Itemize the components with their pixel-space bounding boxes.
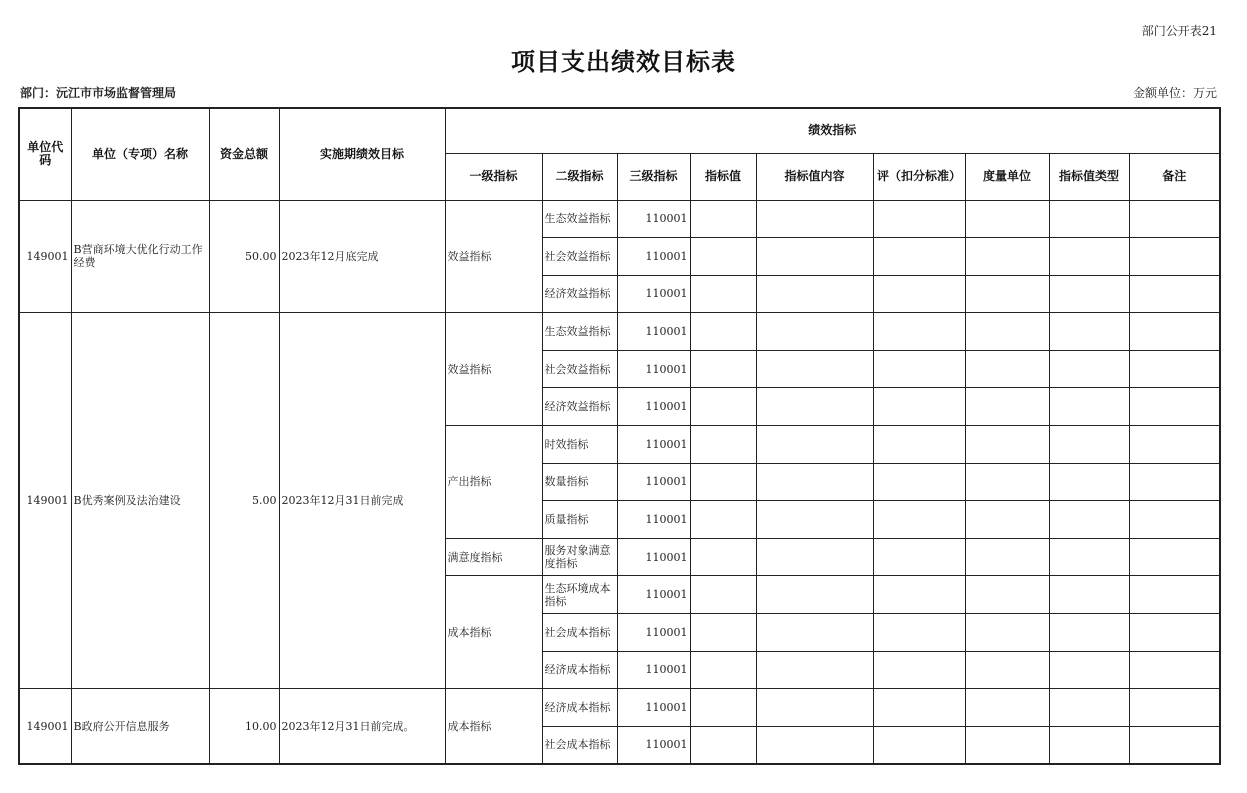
- remark-cell: [1129, 313, 1220, 351]
- header-total-funds: 资金总额: [209, 108, 279, 200]
- level2-cell: 质量指标: [542, 501, 617, 539]
- content-cell: [756, 614, 873, 652]
- level2-cell: 生态效益指标: [542, 200, 617, 238]
- level2-cell: 时效指标: [542, 426, 617, 464]
- unit-name-cell: B政府公开信息服务: [71, 689, 209, 764]
- value-type-cell: [1049, 689, 1129, 727]
- measure-unit-cell: [965, 614, 1049, 652]
- level3-cell: 110001: [617, 426, 690, 464]
- value-type-cell: [1049, 651, 1129, 689]
- level2-cell: 生态效益指标: [542, 313, 617, 351]
- level2-cell: 社会效益指标: [542, 350, 617, 388]
- remark-cell: [1129, 651, 1220, 689]
- content-cell: [756, 689, 873, 727]
- measure-unit-cell: [965, 200, 1049, 238]
- content-cell: [756, 726, 873, 764]
- header-scoring: 评（扣分标准）: [873, 153, 965, 200]
- measure-unit-cell: [965, 726, 1049, 764]
- value-type-cell: [1049, 388, 1129, 426]
- department-label: 部门：沅江市市场监督管理局: [20, 86, 177, 100]
- content-cell: [756, 350, 873, 388]
- header-level1: 一级指标: [445, 153, 542, 200]
- unit-code-cell: 149001: [19, 689, 71, 764]
- header-goal: 实施期绩效目标: [279, 108, 445, 200]
- level1-cell: 成本指标: [445, 576, 542, 689]
- content-cell: [756, 463, 873, 501]
- level3-cell: 110001: [617, 238, 690, 276]
- remark-cell: [1129, 538, 1220, 576]
- header-level2: 二级指标: [542, 153, 617, 200]
- level3-cell: 110001: [617, 576, 690, 614]
- measure-unit-cell: [965, 238, 1049, 276]
- table-row: [19, 200, 1220, 238]
- header-unit-name: 单位（专项）名称: [71, 108, 209, 200]
- scoring-cell: [873, 614, 965, 652]
- level3-cell: 110001: [617, 689, 690, 727]
- amount-cell: 5.00: [209, 313, 279, 689]
- value-cell: [690, 651, 756, 689]
- scoring-cell: [873, 350, 965, 388]
- goal-cell: 2023年12月31日前完成: [279, 313, 445, 689]
- scoring-cell: [873, 200, 965, 238]
- value-cell: [690, 275, 756, 313]
- value-cell: [690, 463, 756, 501]
- value-type-cell: [1049, 350, 1129, 388]
- header-content: 指标值内容: [756, 153, 873, 200]
- page-title: 项目支出绩效目标表: [511, 48, 736, 76]
- level2-cell: 经济效益指标: [542, 388, 617, 426]
- content-cell: [756, 238, 873, 276]
- measure-unit-cell: [965, 350, 1049, 388]
- value-type-cell: [1049, 614, 1129, 652]
- content-cell: [756, 576, 873, 614]
- value-cell: [690, 614, 756, 652]
- value-cell: [690, 538, 756, 576]
- level1-cell: 产出指标: [445, 426, 542, 539]
- scoring-cell: [873, 426, 965, 464]
- level3-cell: 110001: [617, 275, 690, 313]
- content-cell: [756, 651, 873, 689]
- level1-cell: 效益指标: [445, 313, 542, 426]
- remark-cell: [1129, 275, 1220, 313]
- measure-unit-cell: [965, 651, 1049, 689]
- value-type-cell: [1049, 275, 1129, 313]
- measure-unit-cell: [965, 275, 1049, 313]
- content-cell: [756, 426, 873, 464]
- level3-cell: 110001: [617, 200, 690, 238]
- scoring-cell: [873, 313, 965, 351]
- value-type-cell: [1049, 576, 1129, 614]
- value-cell: [690, 313, 756, 351]
- remark-cell: [1129, 200, 1220, 238]
- header-value: 指标值: [690, 153, 756, 200]
- level3-cell: 110001: [617, 726, 690, 764]
- scoring-cell: [873, 689, 965, 727]
- goal-cell: 2023年12月底完成: [279, 200, 445, 313]
- value-type-cell: [1049, 200, 1129, 238]
- goal-cell: 2023年12月31日前完成。: [279, 689, 445, 764]
- value-type-cell: [1049, 426, 1129, 464]
- level2-cell: 生态环境成本指标: [542, 576, 617, 614]
- value-cell: [690, 426, 756, 464]
- value-type-cell: [1049, 538, 1129, 576]
- content-cell: [756, 313, 873, 351]
- level2-cell: 社会效益指标: [542, 238, 617, 276]
- header-value-type: 指标值类型: [1049, 153, 1129, 200]
- header-measure-unit: 度量单位: [965, 153, 1049, 200]
- unit-name-cell: B优秀案例及法治建设: [71, 313, 209, 689]
- measure-unit-cell: [965, 388, 1049, 426]
- level3-cell: 110001: [617, 538, 690, 576]
- level3-cell: 110001: [617, 388, 690, 426]
- scoring-cell: [873, 388, 965, 426]
- remark-cell: [1129, 388, 1220, 426]
- remark-cell: [1129, 238, 1220, 276]
- scoring-cell: [873, 726, 965, 764]
- value-cell: [690, 576, 756, 614]
- header-unit-code: 单位代码: [19, 108, 71, 200]
- measure-unit-cell: [965, 426, 1049, 464]
- form-number: 部门公开表21: [1141, 24, 1217, 38]
- header-indicators: 绩效指标: [445, 108, 1220, 153]
- performance-target-table: [18, 107, 1221, 765]
- remark-cell: [1129, 350, 1220, 388]
- level1-cell: 成本指标: [445, 689, 542, 764]
- level2-cell: 社会成本指标: [542, 726, 617, 764]
- level3-cell: 110001: [617, 463, 690, 501]
- value-cell: [690, 501, 756, 539]
- value-cell: [690, 350, 756, 388]
- content-cell: [756, 200, 873, 238]
- value-cell: [690, 388, 756, 426]
- amount-cell: 10.00: [209, 689, 279, 764]
- header-remark: 备注: [1129, 153, 1220, 200]
- header-level3: 三级指标: [617, 153, 690, 200]
- content-cell: [756, 275, 873, 313]
- level2-cell: 经济效益指标: [542, 275, 617, 313]
- level2-cell: 服务对象满意度指标: [542, 538, 617, 576]
- remark-cell: [1129, 689, 1220, 727]
- unit-code-cell: 149001: [19, 200, 71, 313]
- level3-cell: 110001: [617, 313, 690, 351]
- level2-cell: 数量指标: [542, 463, 617, 501]
- value-type-cell: [1049, 726, 1129, 764]
- measure-unit-cell: [965, 576, 1049, 614]
- scoring-cell: [873, 275, 965, 313]
- value-type-cell: [1049, 238, 1129, 276]
- scoring-cell: [873, 651, 965, 689]
- value-type-cell: [1049, 501, 1129, 539]
- level3-cell: 110001: [617, 651, 690, 689]
- content-cell: [756, 538, 873, 576]
- remark-cell: [1129, 614, 1220, 652]
- remark-cell: [1129, 726, 1220, 764]
- measure-unit-cell: [965, 501, 1049, 539]
- measure-unit-cell: [965, 463, 1049, 501]
- level1-cell: 满意度指标: [445, 538, 542, 576]
- level3-cell: 110001: [617, 501, 690, 539]
- remark-cell: [1129, 426, 1220, 464]
- measure-unit-cell: [965, 313, 1049, 351]
- value-cell: [690, 726, 756, 764]
- level2-cell: 社会成本指标: [542, 614, 617, 652]
- amount-unit-label: 金额单位：万元: [1132, 86, 1217, 100]
- scoring-cell: [873, 501, 965, 539]
- remark-cell: [1129, 463, 1220, 501]
- content-cell: [756, 388, 873, 426]
- amount-cell: 50.00: [209, 200, 279, 313]
- unit-code-cell: 149001: [19, 313, 71, 689]
- level3-cell: 110001: [617, 350, 690, 388]
- value-type-cell: [1049, 463, 1129, 501]
- table-row: [19, 313, 1220, 351]
- scoring-cell: [873, 463, 965, 501]
- measure-unit-cell: [965, 538, 1049, 576]
- value-cell: [690, 200, 756, 238]
- level3-cell: 110001: [617, 614, 690, 652]
- scoring-cell: [873, 238, 965, 276]
- value-cell: [690, 689, 756, 727]
- value-type-cell: [1049, 313, 1129, 351]
- measure-unit-cell: [965, 689, 1049, 727]
- unit-name-cell: B营商环境大优化行动工作经费: [71, 200, 209, 313]
- value-cell: [690, 238, 756, 276]
- level2-cell: 经济成本指标: [542, 689, 617, 727]
- scoring-cell: [873, 576, 965, 614]
- level2-cell: 经济成本指标: [542, 651, 617, 689]
- scoring-cell: [873, 538, 965, 576]
- content-cell: [756, 501, 873, 539]
- table-row: [19, 689, 1220, 727]
- remark-cell: [1129, 501, 1220, 539]
- level1-cell: 效益指标: [445, 200, 542, 313]
- remark-cell: [1129, 576, 1220, 614]
